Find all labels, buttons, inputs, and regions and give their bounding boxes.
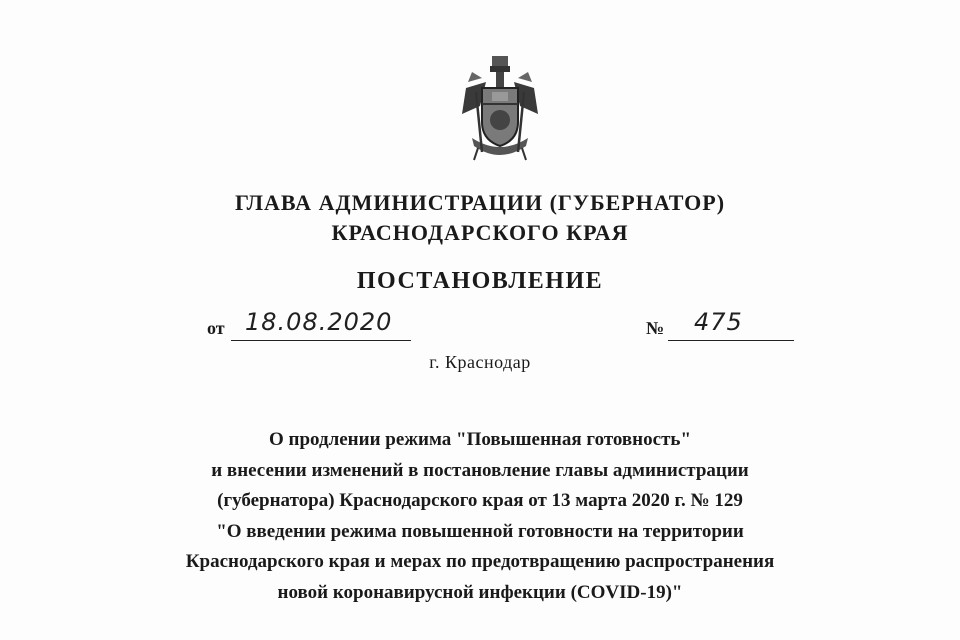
krasnodar-coat-of-arms-icon: [452, 52, 548, 164]
date-underline: [231, 308, 411, 341]
date-value: 18.08.2020: [245, 308, 393, 336]
authority-title-line2: КРАСНОДАРСКОГО КРАЯ: [331, 220, 629, 245]
subject-line: Краснодарского края и мерах по предотвращению распространения: [185, 551, 775, 572]
document-subject: [0, 425, 960, 608]
subject-line: "О введении режима повышенной готовности на территории: [216, 520, 744, 542]
number-underline: [668, 308, 794, 341]
date-prefix-label: от: [207, 318, 225, 338]
number-value: 475: [694, 308, 743, 336]
subject-line: новой коронавирусной инфекции (COVID-19)": [277, 581, 683, 603]
subject-line: и внесении изменений в постановление главы администрации: [211, 459, 749, 481]
subject-line: (губернатора) Краснодарского края от 13 марта 2020 г. № 129: [217, 490, 743, 511]
city-label: г. Краснодар: [429, 352, 531, 372]
subject-line: О продлении режима "Повышенная готовность": [268, 429, 691, 450]
document-type-heading: ПОСТАНОВЛЕНИЕ: [356, 268, 604, 294]
authority-title-line1: ГЛАВА АДМИНИСТРАЦИИ (ГУБЕРНАТОР): [234, 190, 726, 215]
number-prefix-label: №: [646, 318, 665, 338]
